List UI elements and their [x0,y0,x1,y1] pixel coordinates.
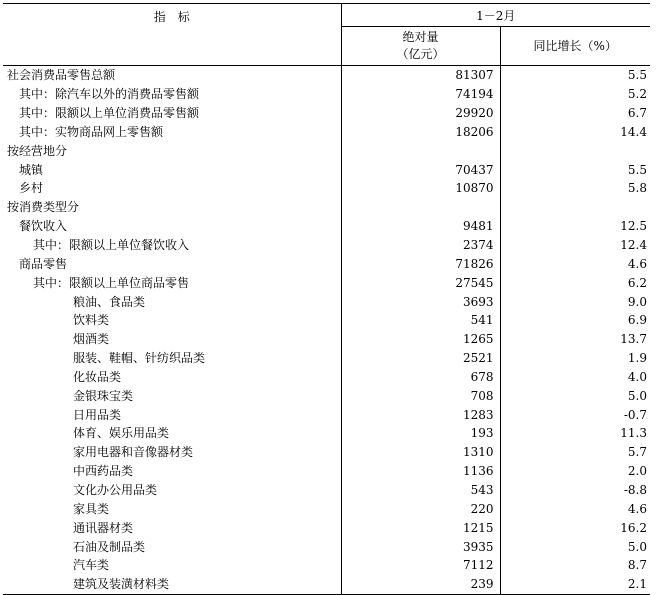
table-row [3,179,650,198]
absolute-value-label: 绝对量 [402,30,439,44]
indicator-cell: 饮料类 [3,311,341,330]
indicator-cell: 体育、娱乐用品类 [3,424,341,443]
retail-sales-table [3,3,650,595]
table-row [3,462,650,481]
table-row [3,405,650,424]
yoy-growth-cell [500,198,650,217]
yoy-growth-cell: 5.0 [627,388,647,403]
table-row [3,66,650,85]
table-row [3,236,650,255]
table-row [3,104,650,123]
table-row [3,330,650,349]
yoy-growth-cell: 9.0 [627,294,647,309]
yoy-growth-cell: 5.8 [627,181,647,196]
table-row [3,443,650,462]
indicator-cell: 城镇 [3,160,341,179]
yoy-growth-cell: 6.2 [627,275,647,290]
table-row [3,217,650,236]
absolute-value-unit: （亿元） [396,47,445,61]
table-row [3,556,650,575]
yoy-growth-cell: 12.4 [620,238,647,253]
table-row [3,481,650,500]
absolute-value-cell: 3693 [341,292,500,311]
absolute-value-cell: 7112 [341,556,500,575]
table-row [3,518,650,537]
yoy-growth-cell: 2.0 [627,464,647,479]
absolute-value-cell: 1283 [341,405,500,424]
indicator-cell: 其中：实物商品网上零售额 [3,123,341,142]
table-row [3,254,650,273]
indicator-cell: 日用品类 [3,405,341,424]
table-row [3,424,650,443]
indicator-cell: 汽车类 [3,556,341,575]
yoy-growth-cell: 6.9 [627,313,647,328]
yoy-growth-cell: -8.8 [623,482,647,497]
table-row [3,198,650,217]
indicator-cell: 金银珠宝类 [3,386,341,405]
yoy-growth-cell: 14.4 [620,124,647,139]
indicator-cell: 通讯器材类 [3,518,341,537]
yoy-growth-cell: 1.9 [627,351,647,366]
yoy-growth-cell: 8.7 [627,558,647,573]
absolute-value-cell: 220 [341,499,500,518]
indicator-cell: 其中：限额以上单位餐饮收入 [3,236,341,255]
absolute-value-cell: 1310 [341,443,500,462]
period-header: 1－2月 [341,4,650,27]
yoy-growth-cell: 5.2 [627,87,647,102]
absolute-value-cell: 193 [341,424,500,443]
table-row [3,386,650,405]
indicator-cell: 按经营地分 [3,141,341,160]
table-row [3,349,650,368]
absolute-value-cell: 10870 [341,179,500,198]
absolute-value-cell: 1136 [341,462,500,481]
table-row [3,311,650,330]
table-row [3,123,650,142]
yoy-growth-cell: 4.6 [627,501,647,516]
indicator-cell: 家具类 [3,499,341,518]
indicator-cell: 服装、鞋帽、针纺织品类 [3,349,341,368]
absolute-value-cell [341,198,500,217]
indicator-cell: 文化办公用品类 [3,481,341,500]
table-row [3,85,650,104]
indicator-cell: 其中：限额以上单位消费品零售额 [3,104,341,123]
absolute-value-cell: 1265 [341,330,500,349]
yoy-growth-cell: -0.7 [623,407,647,422]
retail-sales-table-container [3,3,650,595]
absolute-value-cell: 70437 [341,160,500,179]
absolute-value-cell: 74194 [341,85,500,104]
absolute-value-cell: 543 [341,481,500,500]
yoy-growth-cell: 13.7 [620,332,647,347]
table-row [3,141,650,160]
indicator-cell: 餐饮收入 [3,217,341,236]
yoy-growth-cell: 5.5 [627,162,647,177]
indicator-cell: 石油及制品类 [3,537,341,556]
absolute-value-cell: 1215 [341,518,500,537]
yoy-growth-cell: 12.5 [620,219,647,234]
yoy-growth-cell: 11.3 [620,426,647,441]
indicator-cell: 化妆品类 [3,368,341,387]
indicator-cell: 商品零售 [3,254,341,273]
table-row [3,273,650,292]
yoy-growth-cell: 16.2 [620,520,647,535]
absolute-value-cell: 27545 [341,273,500,292]
yoy-growth-header: 同比增长（%） [500,27,650,66]
indicator-cell: 按消费类型分 [3,198,341,217]
indicator-cell: 烟酒类 [3,330,341,349]
absolute-value-header [341,27,500,66]
absolute-value-cell: 9481 [341,217,500,236]
yoy-growth-cell: 4.6 [627,256,647,271]
table-body [3,66,650,595]
absolute-value-cell: 541 [341,311,500,330]
yoy-growth-cell: 2.1 [500,575,650,594]
absolute-value-cell: 29920 [341,104,500,123]
yoy-growth-cell: 4.0 [627,369,647,384]
indicator-cell: 家用电器和音像器材类 [3,443,341,462]
yoy-growth-cell: 5.7 [627,445,647,460]
absolute-value-cell: 2521 [341,349,500,368]
absolute-value-cell: 18206 [341,123,500,142]
table-row [3,160,650,179]
table-row [3,575,650,594]
table-row [3,292,650,311]
indicator-cell: 其中：限额以上单位商品零售 [3,273,341,292]
absolute-value-cell: 2374 [341,236,500,255]
absolute-value-cell [341,141,500,160]
absolute-value-cell: 239 [341,575,500,594]
table-row [3,368,650,387]
table-row [3,499,650,518]
indicator-cell: 社会消费品零售总额 [3,66,341,85]
absolute-value-cell: 678 [341,368,500,387]
table-row [3,537,650,556]
absolute-value-cell: 71826 [341,254,500,273]
yoy-growth-cell: 5.0 [627,539,647,554]
absolute-value-cell: 3935 [341,537,500,556]
indicator-cell: 粮油、食品类 [3,292,341,311]
indicator-header: 指 标 [3,4,341,66]
indicator-cell: 中西药品类 [3,462,341,481]
indicator-cell: 乡村 [3,179,341,198]
indicator-cell: 其中：除汽车以外的消费品零售额 [3,85,341,104]
yoy-growth-cell: 5.5 [627,68,647,83]
yoy-growth-cell: 6.7 [627,106,647,121]
indicator-cell: 建筑及装潢材料类 [3,575,341,594]
absolute-value-cell: 708 [341,386,500,405]
absolute-value-cell: 81307 [341,66,500,85]
yoy-growth-cell [500,141,650,160]
